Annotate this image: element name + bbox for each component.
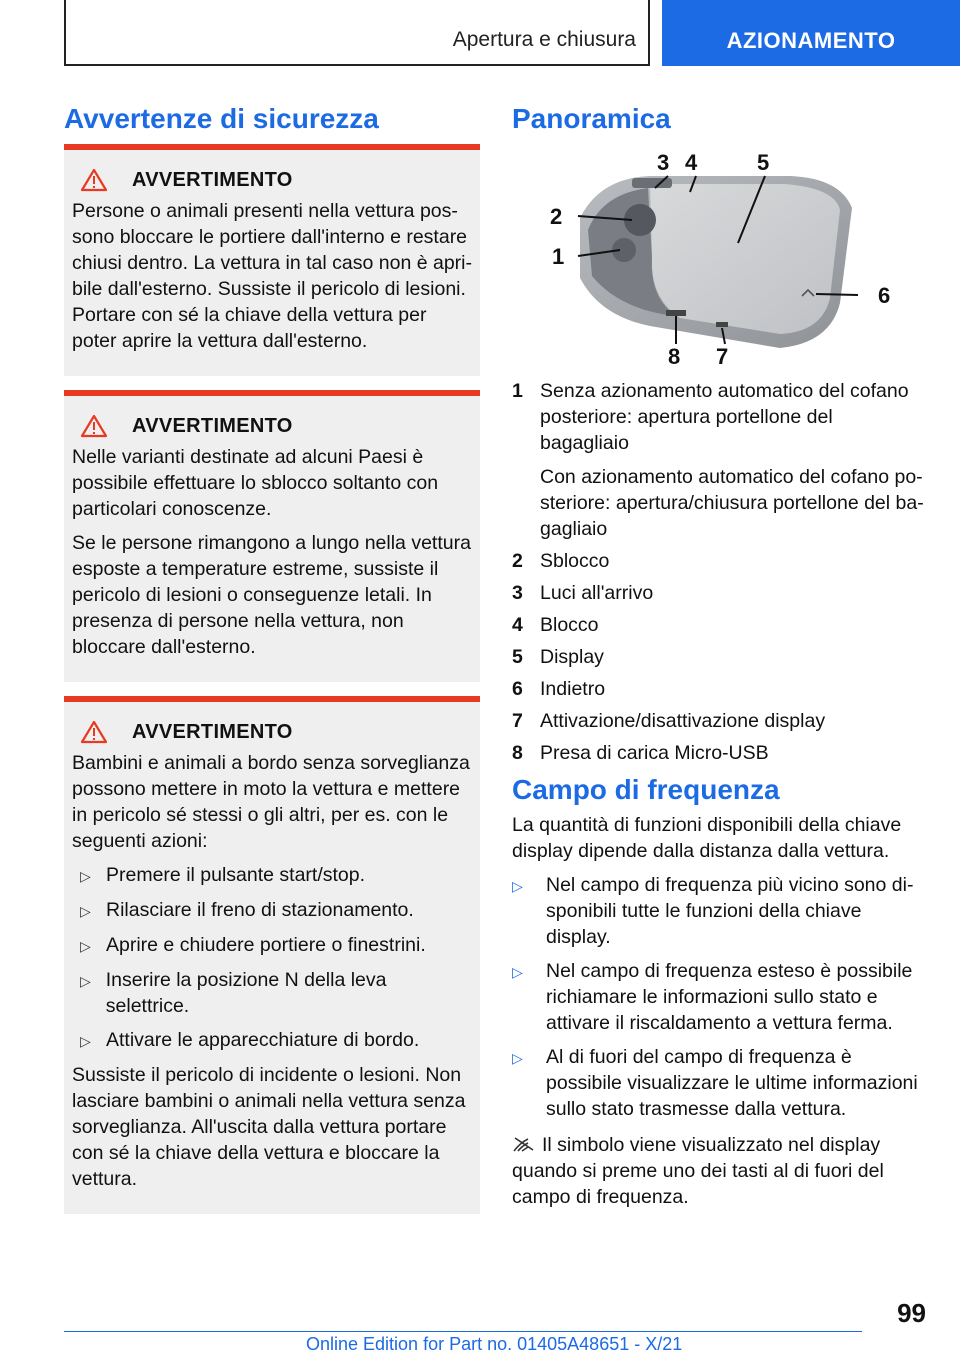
section-title-frequency: Campo di frequenza bbox=[512, 774, 780, 805]
list-item: 4 Blocco bbox=[512, 614, 599, 636]
triangle-bullet-icon: ▷ bbox=[80, 973, 91, 989]
list-item: ▷ Attivare le apparecchiature di bordo. bbox=[72, 1027, 472, 1054]
figure-label-5: 5 bbox=[757, 150, 770, 175]
figure-label-1: 1 bbox=[552, 244, 565, 269]
symbol-note: Il simbolo viene visualizzato nel display quando si preme uno dei tasti al di fuori del campo di frequenza. bbox=[512, 1134, 884, 1208]
frequency-section bbox=[512, 812, 926, 1210]
triangle-bullet-icon: ▷ bbox=[512, 878, 523, 894]
warning-text: Bambini e animali a bordo senza sorveglianza possono mettere in moto la vettura e mettere in pericolo sé stessi o gli altri, per es. con le seguenti azioni: bbox=[72, 752, 470, 852]
triangle-bullet-icon: ▷ bbox=[80, 938, 91, 954]
list-item: ▷ Nel campo di frequenza più vicino sono disponibili tutte le funzioni della chiave display. bbox=[512, 874, 914, 948]
section-title-overview: Panoramica bbox=[512, 103, 671, 134]
figure-label-6: 6 bbox=[878, 283, 891, 308]
warning-text: Se le persone rimangono a lungo nella vettura esposte a temperature estreme, sussiste il pericolo di lesioni o conseguenze letali. In presenza di persone nella vettura, non bloccare dall'esterno. bbox=[72, 532, 471, 658]
warning-triangle-icon bbox=[80, 168, 108, 192]
header-right-rule bbox=[648, 0, 650, 66]
chapter-tab[interactable] bbox=[662, 0, 960, 66]
list-item: ▷ Rilasciare il freno di stazionamento. bbox=[72, 897, 472, 924]
list-item: 3 Luci all'arrivo bbox=[512, 582, 654, 604]
triangle-bullet-icon: ▷ bbox=[512, 1050, 523, 1066]
list-item: 6 Indietro bbox=[512, 678, 606, 700]
footer-rule bbox=[64, 1331, 862, 1332]
list-item: ▷ Inserire la posizione N della leva selettrice. bbox=[72, 967, 472, 1019]
list-item: ▷ Premere il pulsante start/stop. bbox=[72, 862, 472, 889]
triangle-bullet-icon: ▷ bbox=[512, 964, 523, 980]
out-of-range-signal-icon bbox=[512, 1135, 536, 1153]
overview-list bbox=[512, 378, 926, 766]
figure-label-3: 3 bbox=[657, 150, 670, 175]
warning-text: Sussiste il pericolo di incidente o lesioni. Non lasciare bambini o animali nella vettura senza sorveglianza. All'uscita dalla vettura portare con sé la chiave della vettura e bloccare la vettura. bbox=[72, 1064, 466, 1190]
list-item: 2 Sblocco bbox=[512, 550, 610, 572]
warnings-column bbox=[64, 144, 480, 1228]
warning-box-1 bbox=[64, 144, 480, 376]
warning-box-2 bbox=[64, 390, 480, 682]
chapter-tab-label: AZIONAMENTO bbox=[726, 28, 896, 53]
figure-label-2: 2 bbox=[550, 204, 563, 229]
warning-text: Nelle varianti destinate ad alcuni Paesi è possibile effettuare lo sblocco soltanto con particolari conoscenze. bbox=[72, 446, 439, 520]
list-item: ▷ Al di fuori del campo di frequenza è possibile visualizzare le ultime informazioni sullo stato trasmesse dalla vettura. bbox=[512, 1046, 918, 1120]
display-key-figure bbox=[540, 148, 900, 370]
warning-triangle-icon bbox=[80, 414, 108, 438]
warning-label: AVVERTIMENTO bbox=[132, 168, 293, 191]
warning-label: AVVERTIMENTO bbox=[132, 720, 293, 743]
list-item: 1 Senza azionamento automatico del cofano posteriore: apertura portellone del bagagliaio Con azionamento automatico del cofano posteriore: apertura/chiusura portellone del bagagliaio bbox=[512, 380, 924, 540]
triangle-bullet-icon: ▷ bbox=[80, 1033, 91, 1049]
triangle-bullet-icon: ▷ bbox=[80, 868, 91, 884]
footer-edition: Online Edition for Part no. 01405A48651 - X/21 bbox=[306, 1334, 683, 1354]
warning-triangle-icon bbox=[80, 720, 108, 744]
warning-label: AVVERTIMENTO bbox=[132, 414, 293, 437]
list-item: 8 Presa di carica Micro-USB bbox=[512, 742, 769, 764]
list-item: ▷ Aprire e chiudere portiere o finestrini. bbox=[72, 932, 472, 959]
figure-label-8: 8 bbox=[668, 344, 681, 369]
frequency-intro: La quantità di funzioni disponibili della chiave display dipende dalla distanza dalla vettura. bbox=[512, 814, 902, 862]
list-item: 5 Display bbox=[512, 646, 604, 668]
page-number: 99 bbox=[897, 1298, 926, 1328]
header-left-rule bbox=[64, 0, 66, 66]
list-item: ▷ Nel campo di frequenza esteso è possibile richiamare le informazioni sullo stato e attivare il riscaldamento a vettura ferma. bbox=[512, 960, 913, 1034]
figure-label-4: 4 bbox=[685, 150, 698, 175]
list-item: 7 Attivazione/disattivazione display bbox=[512, 710, 826, 732]
figure-label-7: 7 bbox=[716, 344, 729, 369]
warning-box-3 bbox=[64, 696, 480, 1214]
warning-text: Persone o animali presenti nella vettura possono bloccare le portiere dall'interno e restare chiusi dentro. La vettura in tal caso non è apribile dall'esterno. Sussiste il pericolo di lesioni. Portare con sé la chiave della vettura per poter aprire la vettura dall'esterno. bbox=[72, 200, 472, 352]
header-section-title: Apertura e chiusura bbox=[452, 28, 636, 51]
header-rule bbox=[64, 64, 648, 66]
triangle-bullet-icon: ▷ bbox=[80, 903, 91, 919]
section-title-safety: Avvertenze di sicurezza bbox=[64, 103, 379, 134]
